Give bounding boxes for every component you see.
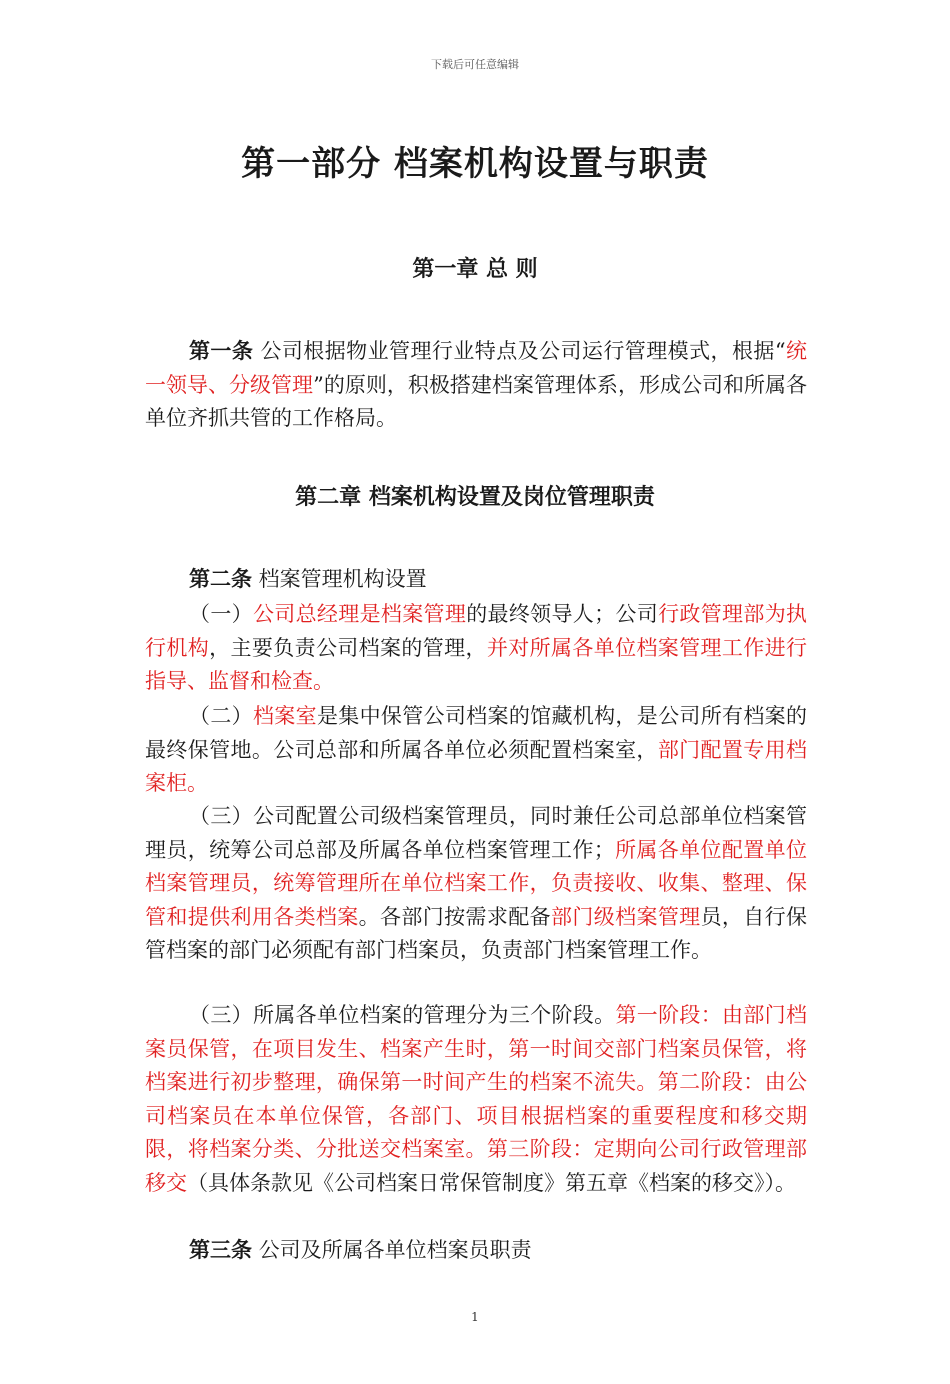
item-2-text: （二） [189,704,253,728]
article-3-text: 公司及所属各单位档案员职责 [252,1238,532,1262]
item-2-highlight-2: 部门配置专用档案柜。 [145,737,808,795]
item-2-text-2: 是集中保管公司档案的馆藏机构，是公司所有档案的最终保管地。公司总部和所属各单位必须配置档案室， [145,704,808,762]
item-3-text-2: 。各部门按需求配备 [358,904,551,929]
article-2-item-3 [145,800,807,968]
article-3 [145,1234,807,1268]
item-4-text: （三）所属各单位档案的管理分为三个阶段。 [189,1003,616,1027]
item-3-text-3: 员，自行保管档案的部门必须配有部门档案员，负责部门档案管理工作。 [145,904,808,962]
item-4-text-2: （具体条款见《公司档案日常保管制度》第五章《档案的移交》）。 [187,1170,796,1195]
header-note: 下载后可任意编辑 [431,58,519,71]
item-3-highlight: 所属各单位配置单位档案管理员，统筹管理所在单位档案工作，负责接收、收集、整理、保管和提供利用各类档案 [145,837,808,929]
item-3-highlight-2: 部门级档案管理 [550,904,701,929]
item-2-highlight: 档案室 [252,704,317,728]
item-1-highlight: 公司总经理是档案管理 [252,602,467,626]
article-1 [145,335,807,436]
article-1-text: 公司根据物业管理行业特点及公司运行管理模式，根据“ [253,339,786,363]
chapter-2-title: 第二章 档案机构设置及岗位管理职责 [295,485,655,510]
article-2-item-4 [145,999,807,1200]
article-1-label: 第一条 [189,339,254,363]
item-1-text: （一） [189,602,253,626]
item-3-text: （三）公司配置公司级档案管理员，同时兼任公司总部单位档案管理员，统筹公司总部及所属各单位档案管理工作； [145,804,807,862]
article-2-item-2 [145,700,807,801]
article-1-highlight: 统一领导、分级管理 [145,339,808,397]
article-2-item-1 [145,598,807,699]
item-1-highlight-2: 行政管理部为执行机构 [145,602,808,660]
item-1-highlight-3: 并对所属各单位档案管理工作进行指导、监督和检查。 [145,635,808,693]
part-title: 第一部分 档案机构设置与职责 [241,144,709,184]
item-1-text-3: ，主要负责公司档案的管理， [209,635,487,660]
article-1-text-2: ”的原则，积极搭建档案管理体系，形成公司和所属各单位齐抓共管的工作格局。 [145,372,808,430]
article-2-label: 第二条 [189,567,252,591]
page-number: 1 [471,1310,479,1324]
article-2 [145,563,807,597]
item-1-text-2: 的最终领导人；公司 [466,602,659,626]
article-3-label: 第三条 [189,1238,252,1262]
item-4-highlight: 第一阶段：由部门档案员保管，在项目发生、档案产生时，第一时间交部门档案员保管，将档案进行初步整理，确保第一时间产生的档案不流失。第二阶段：由公司档案员在本单位保管，各部门、项目根据档案的重要程度和移交期限，将档案分类、分批送交档案室。第三阶段：定期向公司行政管理部移交 [145,1003,808,1195]
chapter-1-title: 第一章 总 则 [412,257,538,282]
article-2-text: 档案管理机构设置 [252,567,427,591]
